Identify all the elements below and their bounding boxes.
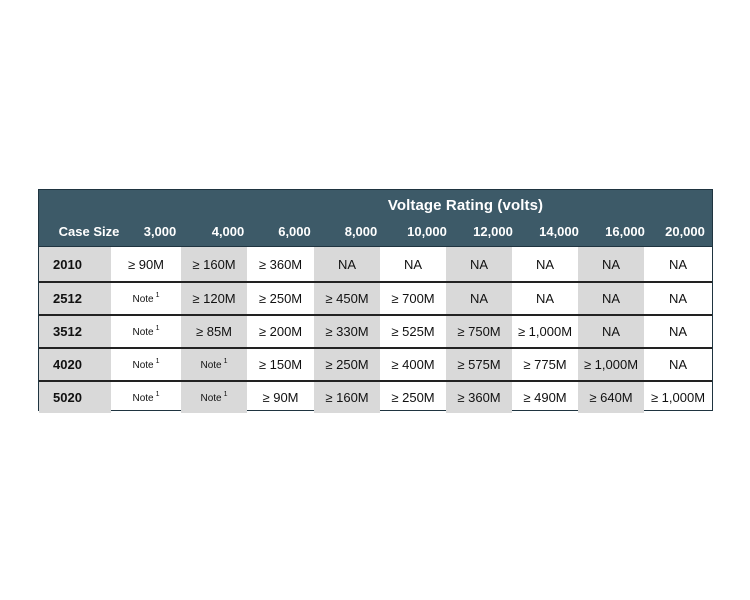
header-3000: 3,000 bbox=[143, 224, 177, 239]
table-cell: NA bbox=[446, 283, 512, 314]
table-cell: ≥ 400M bbox=[391, 357, 435, 372]
note-text: Note $^1$ bbox=[132, 325, 160, 338]
table-cell: ≥ 450M bbox=[314, 283, 380, 314]
table-cell: ≥ 200M bbox=[258, 324, 303, 339]
table-cell: ≥ 1,000M bbox=[517, 324, 573, 339]
header-20000: 20,000 bbox=[665, 224, 705, 239]
table-cell: ≥ 250M bbox=[314, 349, 380, 380]
table-cell: ≥ 250M bbox=[258, 291, 303, 306]
table-cell: ≥ 1,000M bbox=[578, 349, 644, 380]
table-cell: NA bbox=[535, 291, 555, 306]
table-body bbox=[39, 247, 712, 413]
voltage-rating-table bbox=[38, 189, 713, 411]
case-size-cell: 4020 bbox=[39, 349, 111, 380]
table-row bbox=[39, 281, 712, 314]
table-cell: ≥ 1,000M bbox=[650, 390, 706, 405]
footnote-marker: 1 bbox=[155, 358, 160, 365]
header-6000: 6,000 bbox=[278, 224, 311, 239]
table-cell-note bbox=[111, 316, 181, 347]
table-cell: NA bbox=[446, 247, 512, 281]
note-text: Note $^1$ bbox=[132, 358, 160, 371]
header-16000: 16,000 bbox=[605, 224, 645, 239]
table-cell: ≥ 775M bbox=[523, 357, 567, 372]
table-cell: NA bbox=[535, 256, 555, 272]
table-cell: ≥ 250M bbox=[391, 390, 435, 405]
table-cell: ≥ 120M bbox=[181, 283, 247, 314]
footnote-marker: 1 bbox=[155, 292, 160, 299]
table-cell: ≥ 160M bbox=[181, 247, 247, 281]
table-cell: NA bbox=[578, 247, 644, 281]
table-cell: NA bbox=[668, 357, 688, 372]
table-cell-note bbox=[181, 382, 247, 413]
table-cell: NA bbox=[668, 324, 688, 339]
table-cell: ≥ 360M bbox=[446, 382, 512, 413]
case-size-cell: 2512 bbox=[39, 283, 111, 314]
case-size-cell: 5020 bbox=[39, 382, 111, 413]
table-row bbox=[39, 380, 712, 413]
table-cell: ≥ 575M bbox=[446, 349, 512, 380]
table-cell: ≥ 490M bbox=[523, 390, 567, 405]
note-text: Note $^1$ bbox=[200, 358, 228, 371]
table-cell: NA bbox=[403, 256, 423, 272]
note-text: Note $^1$ bbox=[200, 391, 228, 404]
footnote-marker: 1 bbox=[155, 391, 160, 398]
case-size-cell: 3512 bbox=[39, 316, 111, 347]
table-row bbox=[39, 347, 712, 380]
table-cell-note bbox=[111, 382, 181, 413]
table-cell-note bbox=[181, 349, 247, 380]
footnote-marker: 1 bbox=[223, 358, 228, 365]
table-cell: NA bbox=[578, 283, 644, 314]
note-text: Note $^1$ bbox=[132, 292, 160, 305]
table-cell: ≥ 85M bbox=[181, 316, 247, 347]
table-cell: NA bbox=[668, 291, 688, 306]
table-header bbox=[39, 190, 712, 247]
table-row bbox=[39, 247, 712, 281]
header-4000: 4,000 bbox=[211, 224, 245, 239]
header-row bbox=[39, 224, 712, 239]
table-cell: ≥ 160M bbox=[314, 382, 380, 413]
group-title: Voltage Rating (volts) bbox=[387, 197, 544, 214]
header-case-size: Case Size bbox=[58, 224, 120, 239]
header-12000: 12,000 bbox=[473, 224, 513, 239]
table-cell: ≥ 90M bbox=[262, 390, 299, 405]
case-size-cell: 2010 bbox=[39, 247, 111, 281]
table-cell: ≥ 360M bbox=[258, 256, 303, 272]
table-cell: ≥ 525M bbox=[391, 324, 435, 339]
header-8000: 8,000 bbox=[344, 224, 378, 239]
footnote-marker: 1 bbox=[223, 391, 228, 398]
note-text: Note $^1$ bbox=[132, 391, 160, 404]
footnote-marker: 1 bbox=[155, 325, 160, 332]
header-10000: 10,000 bbox=[407, 224, 447, 239]
table-cell: ≥ 640M bbox=[578, 382, 644, 413]
table-cell: ≥ 150M bbox=[258, 357, 303, 372]
table-cell: NA bbox=[314, 247, 380, 281]
table-cell: NA bbox=[578, 316, 644, 347]
header-14000: 14,000 bbox=[539, 224, 579, 239]
table-cell: ≥ 330M bbox=[314, 316, 380, 347]
table-cell-note bbox=[111, 349, 181, 380]
table-cell: ≥ 750M bbox=[446, 316, 512, 347]
table-cell: ≥ 90M bbox=[127, 256, 165, 272]
table-cell: NA bbox=[668, 256, 688, 272]
table-row bbox=[39, 314, 712, 347]
table-cell: ≥ 700M bbox=[391, 291, 435, 306]
table-cell-note bbox=[111, 283, 181, 314]
